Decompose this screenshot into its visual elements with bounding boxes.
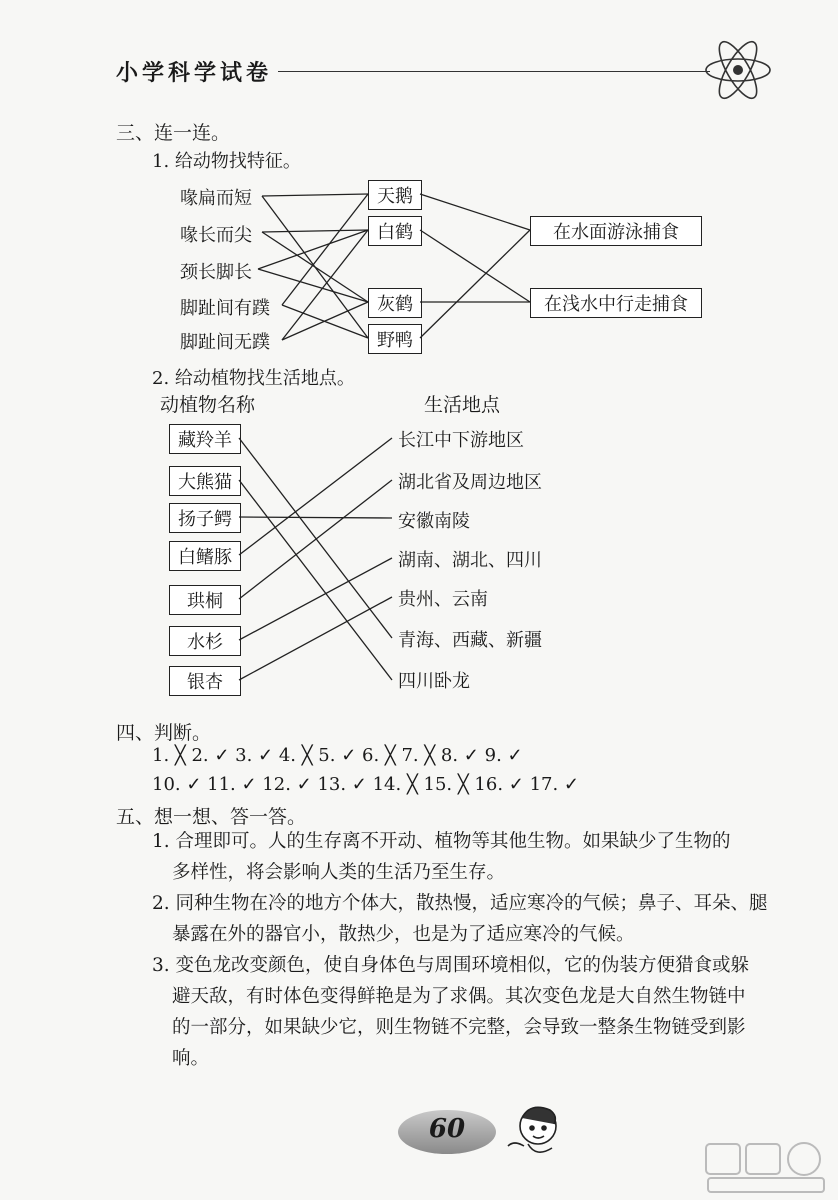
name-box-dove-tree: 珙桐 <box>169 585 241 615</box>
animal-box-swan: 天鹅 <box>368 180 422 210</box>
name-box-dawn-redwood: 水杉 <box>169 626 241 656</box>
link-panda-wolong <box>239 480 392 680</box>
place-7: 四川卧龙 <box>398 671 470 692</box>
answer-3-line-4: 响。 <box>172 1048 210 1069</box>
section-3-heading: 三、连一连。 <box>116 122 231 144</box>
link-feature-3-grey-crane <box>258 269 368 302</box>
q1-title: 1. 给动物找特征。 <box>152 151 301 172</box>
col-header-names: 动植物名称 <box>160 394 256 416</box>
answer-2-line-1: 2. 同种生物在冷的地方个体大，散热慢，适应寒冷的气候；鼻子、耳朵、腿 <box>152 893 768 914</box>
place-3: 安徽南陵 <box>398 511 470 532</box>
q2-title: 2. 给动植物找生活地点。 <box>152 368 355 389</box>
watermark-logo <box>700 1140 830 1196</box>
answer-2-line-2: 暴露在外的器官小，散热少，也是为了适应寒冷的气候。 <box>172 924 635 945</box>
habit-box-shallow: 在浅水中行走捕食 <box>530 288 702 318</box>
answer-3-line-2: 避天敌，有时体色变得鲜艳是为了求偶。其次变色龙是大自然生物链中 <box>172 986 746 1007</box>
link-feature-5-grey-crane <box>282 302 368 340</box>
link-redwood-hunan <box>239 558 392 640</box>
animal-box-white-crane: 白鹤 <box>368 216 422 246</box>
feature-5: 脚趾间无蹼 <box>180 332 270 353</box>
name-box-chinese-alligator: 扬子鳄 <box>169 503 241 533</box>
link-dovetree-hubei <box>239 480 392 599</box>
answer-3-line-1: 3. 变色龙改变颜色，使自身体色与周围环境相似，它的伪装方便猎食或躲 <box>152 955 750 976</box>
link-feature-1-duck <box>262 196 368 338</box>
link-feature-4-duck <box>282 305 368 338</box>
feature-3: 颈长脚长 <box>180 262 252 283</box>
answer-3-line-3: 的一部分，如果缺少它，则生物链不完整，会导致一整条生物链受到影 <box>172 1017 746 1038</box>
name-box-giant-panda: 大熊猫 <box>169 466 241 496</box>
col-header-places: 生活地点 <box>424 394 501 416</box>
link-alligator-anhui <box>239 517 392 518</box>
page-header-title: 小学科学试卷 <box>116 60 273 86</box>
page-number: 60 <box>428 1114 466 1144</box>
cartoon-boy-icon <box>500 1096 570 1166</box>
animal-box-wild-duck: 野鸭 <box>368 324 422 354</box>
feature-1: 喙扁而短 <box>180 188 252 209</box>
section-5-heading: 五、想一想、答一答。 <box>116 806 307 828</box>
link-feature-4-swan <box>282 194 368 305</box>
link-feature-5-white-crane <box>282 230 368 340</box>
place-2: 湖北省及周边地区 <box>398 472 542 493</box>
answer-1-line-2: 多样性，将会影响人类的生活乃至生存。 <box>172 862 506 883</box>
answer-1-line-1: 1. 合理即可。人的生存离不开动、植物等其他生物。如果缺少了生物的 <box>152 831 731 852</box>
name-box-baiji-dolphin: 白鳍豚 <box>169 541 241 571</box>
link-feature-3-white-crane <box>258 230 368 269</box>
animal-box-grey-crane: 灰鹤 <box>368 288 422 318</box>
name-box-tibetan-antelope: 藏羚羊 <box>169 424 241 454</box>
link-feature-2-grey-crane <box>262 232 368 302</box>
place-6: 青海、西藏、新疆 <box>398 630 542 651</box>
habit-box-surface: 在水面游泳捕食 <box>530 216 702 246</box>
link-duck-surface <box>420 230 530 338</box>
atom-icon <box>702 34 774 106</box>
link-ginkgo-guizhou <box>239 597 392 680</box>
judgement-row-2: 10. ✓ 11. ✓ 12. ✓ 13. ✓ 14. ╳ 15. ╳ 16. ✓ 17. ✓ <box>152 774 579 795</box>
link-feature-1-swan <box>262 194 368 196</box>
link-baiji-yangtze <box>239 438 392 555</box>
name-box-ginkgo: 银杏 <box>169 666 241 696</box>
place-4: 湖南、湖北、四川 <box>398 550 542 571</box>
feature-4: 脚趾间有蹼 <box>180 298 270 319</box>
link-feature-2-white-crane <box>262 230 368 232</box>
place-1: 长江中下游地区 <box>398 430 524 451</box>
place-5: 贵州、云南 <box>398 589 488 610</box>
link-white-crane-shallow <box>420 230 530 302</box>
section-4-heading: 四、判断。 <box>116 722 212 744</box>
header-rule <box>278 71 710 72</box>
link-antelope-qinghai <box>239 438 392 638</box>
link-swan-surface <box>420 194 530 230</box>
feature-2: 喙长而尖 <box>180 225 252 246</box>
judgement-row-1: 1. ╳ 2. ✓ 3. ✓ 4. ╳ 5. ✓ 6. ╳ 7. ╳ 8. ✓ 9. ✓ <box>152 745 523 766</box>
